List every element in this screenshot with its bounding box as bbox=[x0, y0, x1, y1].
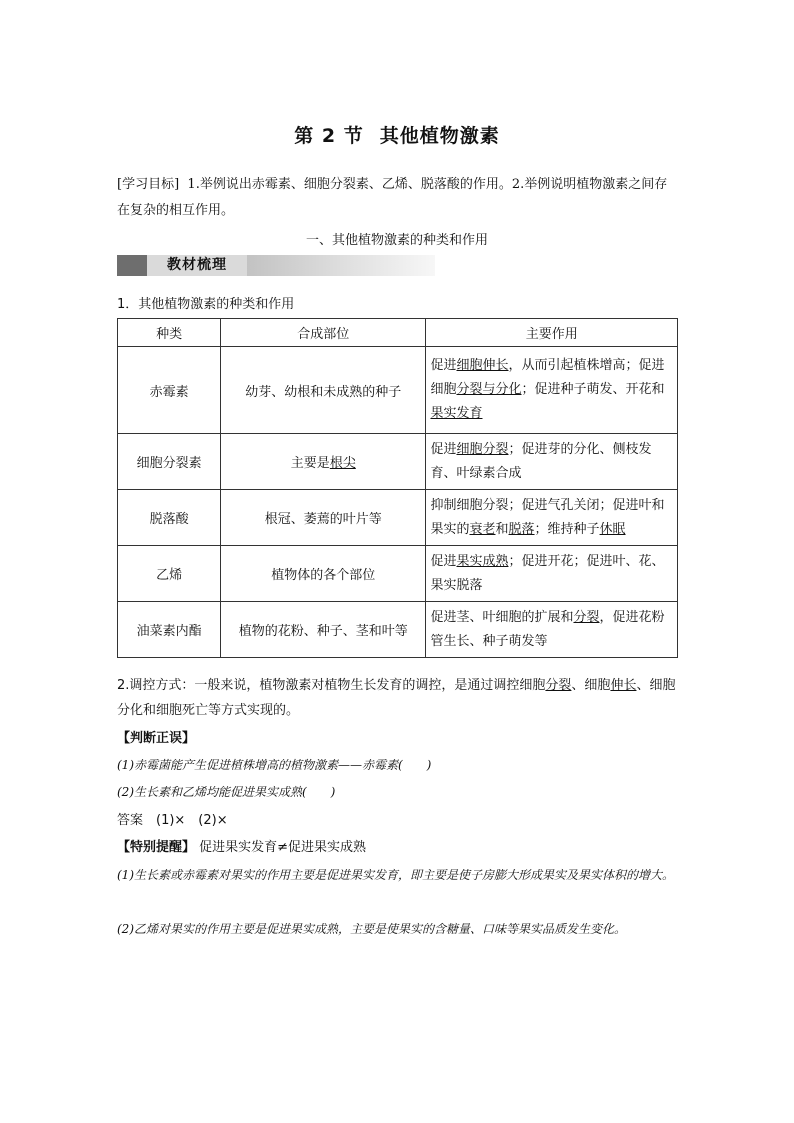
kind-cell: 油菜素内酯 bbox=[118, 602, 221, 658]
subheading: 1．其他植物激素的种类和作用 bbox=[117, 297, 295, 312]
kind-cell: 乙烯 bbox=[118, 546, 221, 602]
regulation-text: 、细胞 bbox=[571, 678, 611, 693]
effect-text: 促进 bbox=[430, 441, 457, 457]
effect-cell bbox=[426, 602, 678, 658]
site-blank: 根尖 bbox=[329, 456, 356, 471]
table-row bbox=[118, 546, 678, 602]
effect-text: ；促进开花；促进叶、花、果实脱落 bbox=[430, 553, 665, 593]
section-title: 其他植物激素 bbox=[379, 125, 500, 147]
table-header-row bbox=[118, 319, 678, 347]
header-site: 合成部位 bbox=[221, 319, 426, 347]
effect-cell bbox=[426, 434, 678, 490]
table-row bbox=[118, 490, 678, 546]
table-row bbox=[118, 434, 678, 490]
judge-answer: 答案 (1)× (2)× bbox=[117, 813, 228, 828]
table-row bbox=[118, 347, 678, 434]
effect-blank: 分裂与分化 bbox=[456, 382, 522, 397]
judge-label: 【判断正误】 bbox=[117, 731, 196, 746]
kind-cell: 赤霉素 bbox=[118, 347, 221, 434]
effect-text: 促进 bbox=[430, 358, 457, 373]
effect-text: 和 bbox=[495, 521, 509, 537]
site-cell: 幼芽、幼根和未成熟的种子 bbox=[221, 347, 426, 434]
site-cell: 植物体的各个部位 bbox=[221, 546, 426, 602]
effect-blank: 果实成熟 bbox=[456, 553, 509, 569]
section-heading: 一、其他植物激素的种类和作用 bbox=[305, 233, 488, 248]
effect-text: ；促进芽的分化、侧枝发育、叶绿素合成 bbox=[430, 441, 652, 481]
effect-blank: 细胞伸长 bbox=[456, 358, 509, 373]
special-tip-heading bbox=[117, 835, 679, 860]
tip-paragraph-2: (2)乙烯对果实的作用主要是促进果实成熟，主要是使果实的含糖量、口味等果实品质发生变化。 bbox=[117, 922, 627, 936]
effect-blank: 细胞分裂 bbox=[456, 441, 509, 457]
effect-text: 促进 bbox=[430, 553, 457, 569]
regulation-blank: 分裂 bbox=[545, 678, 572, 693]
regulation-blank: 伸长 bbox=[610, 678, 637, 693]
objectives-text: 1.举例说出赤霉素、细胞分裂素、乙烯、脱落酸的作用。2.举例说明植物激素之间存在复杂的相互作用。 bbox=[117, 177, 668, 218]
judge-question-2: (2)生长素和乙烯均能促进果实成熟( ) bbox=[117, 785, 336, 799]
regulation-text: 2.调控方式：一般来说，植物激素对植物生长发育的调控，是通过调控细胞 bbox=[117, 678, 546, 693]
effect-text: ；促进种子萌发、开花和 bbox=[521, 382, 665, 397]
site-cell: 根冠、萎蔫的叶片等 bbox=[221, 490, 426, 546]
effect-blank: 果实发育 bbox=[430, 406, 483, 421]
header-kind: 种类 bbox=[118, 319, 221, 347]
regulation-paragraph bbox=[117, 673, 679, 723]
tip-title: 促进果实发育≠促进果实成熟 bbox=[199, 840, 367, 855]
section-number: 第 2 节 bbox=[294, 125, 364, 147]
banner-accent bbox=[117, 255, 147, 276]
effect-cell bbox=[426, 490, 678, 546]
table-row bbox=[118, 602, 678, 658]
learning-objectives bbox=[117, 172, 679, 224]
objectives-label: [学习目标] bbox=[117, 177, 180, 192]
effect-blank: 脱落 bbox=[508, 521, 535, 537]
header-effect: 主要作用 bbox=[426, 319, 678, 347]
effect-text: 抑制细胞分裂；促进气孔关闭；促进叶和果实的 bbox=[430, 497, 665, 537]
banner-label: 教材梳理 bbox=[147, 255, 247, 276]
regulation-text: 、细胞分化和细胞死亡等方式实现的。 bbox=[117, 678, 676, 718]
effect-text: ，从而引起植株增高；促进细胞 bbox=[430, 358, 665, 397]
site-text: 主要是 bbox=[290, 456, 330, 471]
effect-text: 促进茎、叶细胞的扩展和 bbox=[430, 609, 574, 625]
hormone-table bbox=[117, 318, 678, 658]
effect-cell bbox=[426, 546, 678, 602]
judge-question-1: (1)赤霉菌能产生促进植株增高的植物激素——赤霉素( ) bbox=[117, 758, 432, 772]
effect-cell bbox=[426, 347, 678, 434]
tip-paragraph-1: (1)生长素或赤霉素对果实的作用主要是促进果实发育，即主要是使子房膨大形成果实及果实体积的增大。 bbox=[117, 868, 675, 882]
kind-cell: 细胞分裂素 bbox=[118, 434, 221, 490]
effect-text: ，促进花粉管生长、种子萌发等 bbox=[430, 609, 665, 649]
page-title bbox=[0, 121, 794, 148]
effect-text: ；维持种子 bbox=[534, 521, 600, 537]
effect-blank: 衰老 bbox=[469, 521, 496, 537]
textbook-review-banner bbox=[117, 255, 435, 276]
effect-blank: 分裂 bbox=[573, 609, 600, 625]
site-cell: 植物的花粉、种子、茎和叶等 bbox=[221, 602, 426, 658]
site-cell bbox=[221, 434, 426, 490]
tip-label: 【特别提醒】 bbox=[117, 840, 196, 855]
kind-cell: 脱落酸 bbox=[118, 490, 221, 546]
effect-blank: 休眠 bbox=[599, 521, 626, 537]
